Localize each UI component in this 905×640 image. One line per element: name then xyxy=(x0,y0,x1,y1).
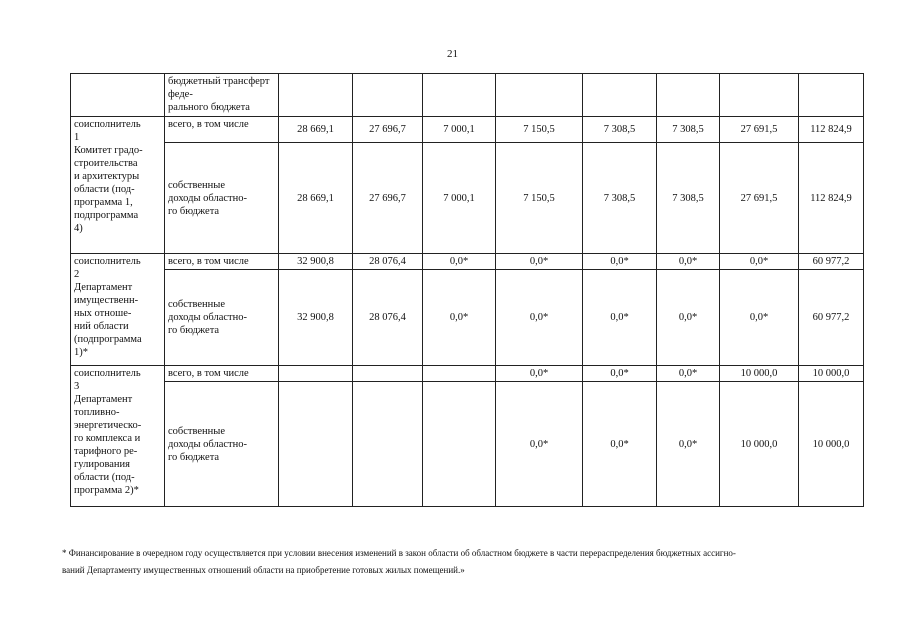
table-row xyxy=(71,143,864,254)
value-cell: 0,0* xyxy=(496,366,583,382)
value-cell: 32 900,8 xyxy=(279,270,353,366)
budget-table xyxy=(70,73,864,507)
funding-source-cell: собственные доходы областно- го бюджета xyxy=(165,382,279,507)
value-cell: 10 000,0 xyxy=(799,366,864,382)
value-cell: 32 900,8 xyxy=(279,254,353,270)
value-cell: 0,0* xyxy=(496,254,583,270)
value-cell: 28 669,1 xyxy=(279,117,353,143)
value-cell: 7 000,1 xyxy=(423,143,496,254)
footnote: * Финансирование в очередном году осуществляется при условии внесения изменений в закон области об областном бюджете в части перераспределения бюджетных ассигно- ваний Департаменту имущественных отношений области на приобретение готовых жилых помещений.» xyxy=(62,548,736,575)
value-cell: 28 076,4 xyxy=(353,254,423,270)
value-cell: 7 150,5 xyxy=(496,117,583,143)
table-row xyxy=(71,254,864,270)
value-cell: 0,0* xyxy=(657,382,720,507)
funding-source-cell: всего, в том числе xyxy=(165,254,279,270)
table-row xyxy=(71,117,864,143)
value-cell: 60 977,2 xyxy=(799,254,864,270)
value-cell: 0,0* xyxy=(657,270,720,366)
value-cell: 0,0* xyxy=(583,366,657,382)
value-cell xyxy=(353,382,423,507)
value-cell: 7 308,5 xyxy=(583,143,657,254)
value-cell: 7 308,5 xyxy=(583,117,657,143)
executor-cell: соисполнитель 2 Департамент имущественн- ных отноше- ний области (подпрограмма 1)* xyxy=(71,254,165,366)
value-cell: 0,0* xyxy=(423,254,496,270)
value-cell: 10 000,0 xyxy=(799,382,864,507)
value-cell: 27 691,5 xyxy=(720,143,799,254)
value-cell: 0,0* xyxy=(657,254,720,270)
value-cell: 112 824,9 xyxy=(799,143,864,254)
value-cell: 0,0* xyxy=(720,270,799,366)
value-cell xyxy=(423,366,496,382)
executor-cell: соисполнитель 1 Комитет градо- строительства и архитектуры области (под- программа 1, подпрограмма 4) xyxy=(71,117,165,254)
funding-source-cell: собственные доходы областно- го бюджета xyxy=(165,143,279,254)
value-cell: 60 977,2 xyxy=(799,270,864,366)
table-row xyxy=(71,366,864,382)
value-cell: 0,0* xyxy=(583,270,657,366)
value-cell: 0,0* xyxy=(496,270,583,366)
value-cell: 28 076,4 xyxy=(353,270,423,366)
table-row xyxy=(71,382,864,507)
value-cell: 7 150,5 xyxy=(496,143,583,254)
value-cell: 7 308,5 xyxy=(657,117,720,143)
value-cell: 0,0* xyxy=(423,270,496,366)
value-cell xyxy=(353,366,423,382)
executor-cell xyxy=(71,74,165,117)
value-cell xyxy=(279,382,353,507)
value-cell: 0,0* xyxy=(583,382,657,507)
value-cell: 7 000,1 xyxy=(423,117,496,143)
value-cell: 0,0* xyxy=(720,254,799,270)
page-number: 21 xyxy=(447,48,458,60)
value-cell: 27 696,7 xyxy=(353,117,423,143)
funding-source-cell: собственные доходы областно- го бюджета xyxy=(165,270,279,366)
value-cell xyxy=(279,366,353,382)
value-cell: 0,0* xyxy=(496,382,583,507)
value-cell: 7 308,5 xyxy=(657,143,720,254)
funding-source-cell: всего, в том числе xyxy=(165,117,279,143)
value-cell: 10 000,0 xyxy=(720,366,799,382)
value-cell: 27 696,7 xyxy=(353,143,423,254)
value-cell: 0,0* xyxy=(583,254,657,270)
funding-source-cell: всего, в том числе xyxy=(165,366,279,382)
value-cell: 28 669,1 xyxy=(279,143,353,254)
table-row xyxy=(71,270,864,366)
funding-source-cell: бюджетный трансферт феде- рального бюджета xyxy=(165,74,279,117)
value-cell: 27 691,5 xyxy=(720,117,799,143)
value-cell: 0,0* xyxy=(657,366,720,382)
value-cell xyxy=(423,382,496,507)
value-cell: 112 824,9 xyxy=(799,117,864,143)
value-cell: 10 000,0 xyxy=(720,382,799,507)
table-row xyxy=(71,74,864,117)
executor-cell: соисполнитель 3 Департамент топливно- энергетическо- го комплекса и тарифного ре- гулирования области (под- программа 2)* xyxy=(71,366,165,507)
